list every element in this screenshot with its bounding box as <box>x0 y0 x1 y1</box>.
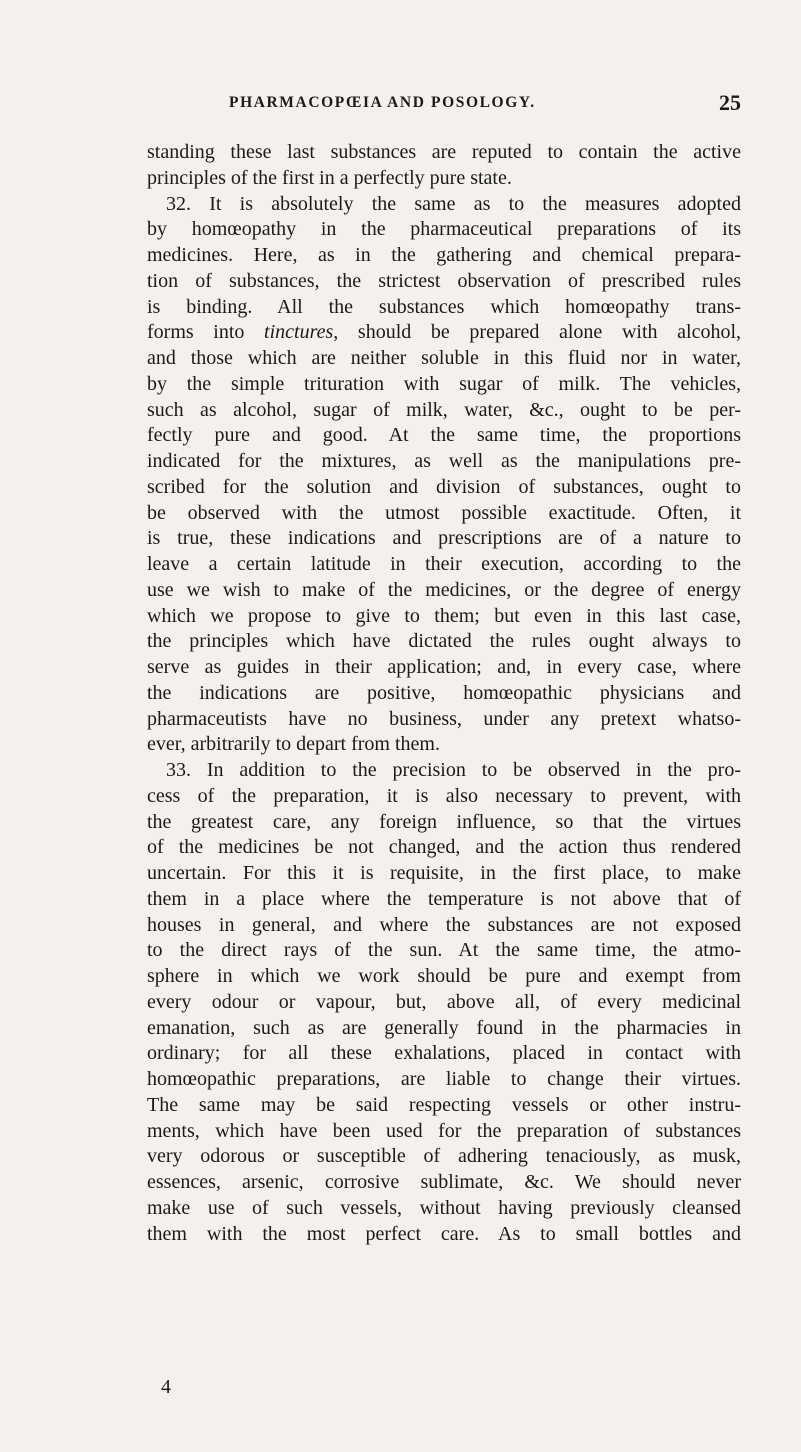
text-line: homœopathic preparations, are liable to change their virtues. <box>147 1068 741 1090</box>
signature-mark: 4 <box>161 1376 171 1398</box>
text-line: ordinary; for all these exhalations, placed in contact with <box>147 1042 741 1065</box>
italic-term: tinctures <box>264 321 334 344</box>
text-line: every odour or vapour, but, above all, of every medicinal <box>147 990 741 1013</box>
text-line <box>147 320 741 346</box>
text-line: essences, arsenic, corrosive sublimate, &c. We should never <box>147 1171 741 1193</box>
text-line: them with the most perfect care. As to small bottles and <box>147 1222 741 1245</box>
page-header <box>147 90 741 124</box>
text-line: pharmaceutists have no business, under any pretext whatso- <box>147 707 741 730</box>
text-line: scribed for the solution and division of substances, ought to <box>147 475 741 498</box>
text-line: be observed with the utmost possible exactitude. Often, it <box>147 501 741 524</box>
text-line: fectly pure and good. At the same time, the proportions <box>147 424 741 447</box>
text-line: the principles which have dictated the rules ought always to <box>147 630 741 653</box>
body-text <box>147 140 741 1247</box>
text-line: leave a certain latitude in their execution, according to the <box>147 553 741 575</box>
text-line: the indications are positive, homœopathic physicians and <box>147 681 741 704</box>
text-line: 33. In addition to the precision to be observed in the pro- <box>166 759 741 781</box>
text-line: 32. It is absolutely the same as to the measures adopted <box>166 192 741 215</box>
text-segment: , should be prepared alone with alcohol, <box>333 321 741 344</box>
text-line: houses in general, and where the substances are not exposed <box>147 913 741 936</box>
text-line: and those which are neither soluble in this fluid nor in water, <box>147 347 741 369</box>
page-number: 25 <box>719 90 741 115</box>
text-line: uncertain. For this it is requisite, in the first place, to make <box>147 862 741 884</box>
text-line: is true, these indications and prescriptions are of a nature to <box>147 527 741 550</box>
text-line: by homœopathy in the pharmaceutical preparations of its <box>147 218 741 241</box>
text-line: standing these last substances are reputed to contain the active <box>147 141 741 163</box>
text-line: by the simple trituration with sugar of milk. The vehicles, <box>147 372 741 395</box>
text-line: of the medicines be not changed, and the action thus rendered <box>147 836 741 859</box>
text-line: ments, which have been used for the preparation of substances <box>147 1119 741 1142</box>
running-title: PHARMACOPŒIA AND POSOLOGY. <box>229 94 536 111</box>
text-segment: forms into <box>147 321 265 344</box>
text-line: to the direct rays of the sun. At the same time, the atmo- <box>147 939 741 962</box>
text-line: such as alcohol, sugar of milk, water, &c., ought to be per- <box>147 398 741 421</box>
text-line: is binding. All the substances which homœopathy trans- <box>147 295 741 318</box>
text-line: emanation, such as are generally found in the pharmacies in <box>147 1016 741 1039</box>
text-line: ever, arbitrarily to depart from them. <box>147 733 440 756</box>
text-line: tion of substances, the strictest observation of prescribed rules <box>147 269 741 292</box>
text-line: the greatest care, any foreign influence, so that the virtues <box>147 810 741 833</box>
text-line: cess of the preparation, it is also necessary to prevent, with <box>147 784 741 807</box>
text-line: use we wish to make of the medicines, or the degree of energy <box>147 578 741 601</box>
text-line: make use of such vessels, without having previously cleansed <box>147 1196 741 1219</box>
text-line: medicines. Here, as in the gathering and chemical prepara- <box>147 244 741 266</box>
text-line: very odorous or susceptible of adhering tenaciously, as musk, <box>147 1145 741 1168</box>
text-line: sphere in which we work should be pure and exempt from <box>147 965 741 987</box>
text-line: indicated for the mixtures, as well as the manipulations pre- <box>147 450 741 472</box>
text-line: them in a place where the temperature is not above that of <box>147 887 741 910</box>
text-line: serve as guides in their application; and, in every case, where <box>147 656 741 678</box>
text-line: The same may be said respecting vessels or other instru- <box>147 1093 741 1116</box>
text-line: which we propose to give to them; but even in this last case, <box>147 604 741 627</box>
text-line: principles of the first in a perfectly pure state. <box>147 166 512 189</box>
